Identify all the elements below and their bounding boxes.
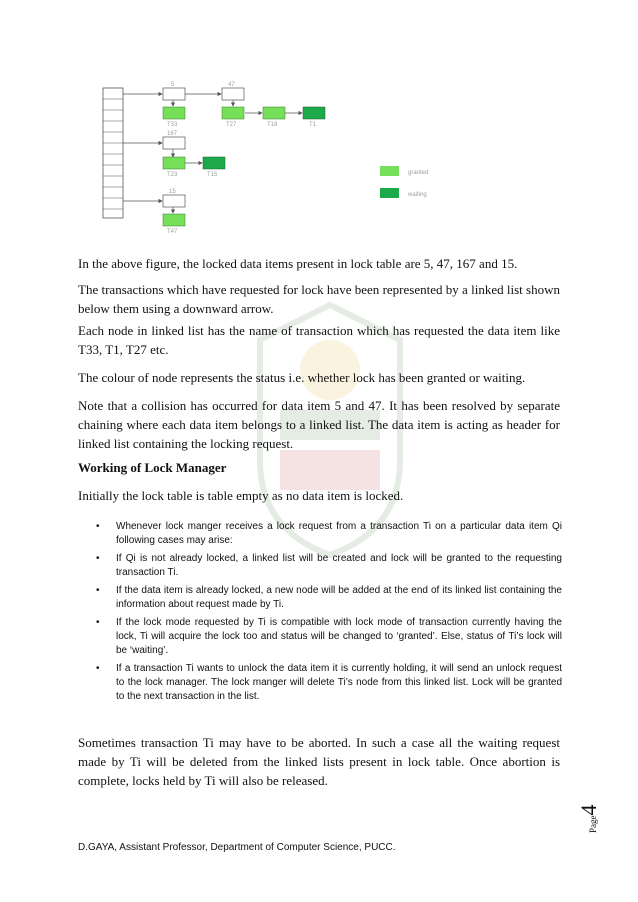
paragraph-linked-list: The transactions which have requested for lock have been represented by a linked list shown below them using a downward arrow. — [78, 282, 560, 316]
node-t18 — [263, 107, 285, 119]
bullet-icon: • — [96, 585, 100, 596]
footer: D.GAYA, Assistant Professor, Department of Computer Science, PUCC. — [78, 842, 396, 853]
page-label: Page — [588, 815, 598, 833]
node-t23 — [163, 157, 185, 169]
list-item: • If the lock mode requested by Ti is compatible with lock mode of transaction currently having the lock, Ti will acquire the lock too and status will be changed to ‘granted’. Else, status of Ti’s lock will be ‘waiting’. — [96, 617, 562, 656]
legend-swatch-granted — [380, 166, 399, 176]
paragraph-node-colour: The colour of node represents the status i.e. whether lock has been granted or waiting. — [78, 370, 526, 385]
paragraph-locked-items: In the above figure, the locked data items present in lock table are 5, 47, 167 and 15. — [78, 256, 518, 271]
data-item-box-15 — [163, 195, 185, 207]
data-item-box-47 — [222, 88, 244, 100]
data-item-box-5 — [163, 88, 185, 100]
node-label-t18: T18 — [267, 122, 278, 128]
data-item-label-5: 5 — [171, 82, 175, 88]
paragraph-intro: Initially the lock table is table empty as no data item is locked. — [78, 488, 404, 503]
lock-table-diagram — [0, 0, 638, 245]
node-label-t27: T27 — [226, 122, 237, 128]
data-item-box-167 — [163, 137, 185, 149]
legend-label-granted: granted — [408, 170, 429, 176]
bullet-icon: • — [96, 521, 100, 532]
legend-label-waiting: waiting — [408, 192, 427, 198]
node-t1 — [303, 107, 325, 119]
node-label-t15: T15 — [207, 172, 218, 178]
section-heading: Working of Lock Manager — [78, 460, 227, 475]
list-item: • If a transaction Ti wants to unlock the data item it is currently holding, it will send an unlock request to the lock manager. The lock manger will delete Ti’s node from this linked list. Lock will be granted to the next transaction in the list. — [96, 663, 562, 702]
data-item-label-15: 15 — [169, 189, 176, 195]
node-label-t33: T33 — [167, 122, 178, 128]
paragraph-collision: Note that a collision has occurred for data item 5 and 47. It has been resolved by separate chaining where each data item belongs to a linked list. The data item is acting as header for linked list containing the locking request. — [78, 398, 560, 451]
data-item-label-47: 47 — [228, 82, 235, 88]
node-label-t23: T23 — [167, 172, 178, 178]
bullet-icon: • — [96, 617, 100, 628]
list-item: • If Qi is not already locked, a linked list will be created and lock will be granted to the requesting transaction Ti. — [96, 553, 562, 578]
list-item: • Whenever lock manger receives a lock request from a transaction Ti on a particular data item Qi following cases may arise: — [96, 521, 562, 546]
list-item: • If the data item is already locked, a new node will be added at the end of its linked list containing the information about request made by Ti. — [96, 585, 562, 610]
page-number — [576, 793, 626, 833]
page-number-value: 4 — [576, 804, 601, 816]
data-item-label-167: 167 — [167, 131, 178, 137]
lock-table — [103, 88, 123, 218]
node-t33 — [163, 107, 185, 119]
bullet-icon: • — [96, 553, 100, 564]
node-t47 — [163, 214, 185, 226]
node-t15 — [203, 157, 225, 169]
node-label-t47: T47 — [167, 229, 178, 235]
legend-swatch-waiting — [380, 188, 399, 198]
bullet-icon: • — [96, 663, 100, 674]
paragraph-abort: Sometimes transaction Ti may have to be aborted. In such a case all the waiting request made by Ti will be deleted from the linked lists present in lock table. Once abortion is complete, locks held by Ti will also be released. — [78, 735, 560, 788]
paragraph-node-name: Each node in linked list has the name of transaction which has requested the data item like T33, T1, T27 etc. — [78, 323, 560, 357]
node-label-t1: T1 — [309, 122, 317, 128]
bullet-list — [96, 520, 562, 708]
node-t27 — [222, 107, 244, 119]
